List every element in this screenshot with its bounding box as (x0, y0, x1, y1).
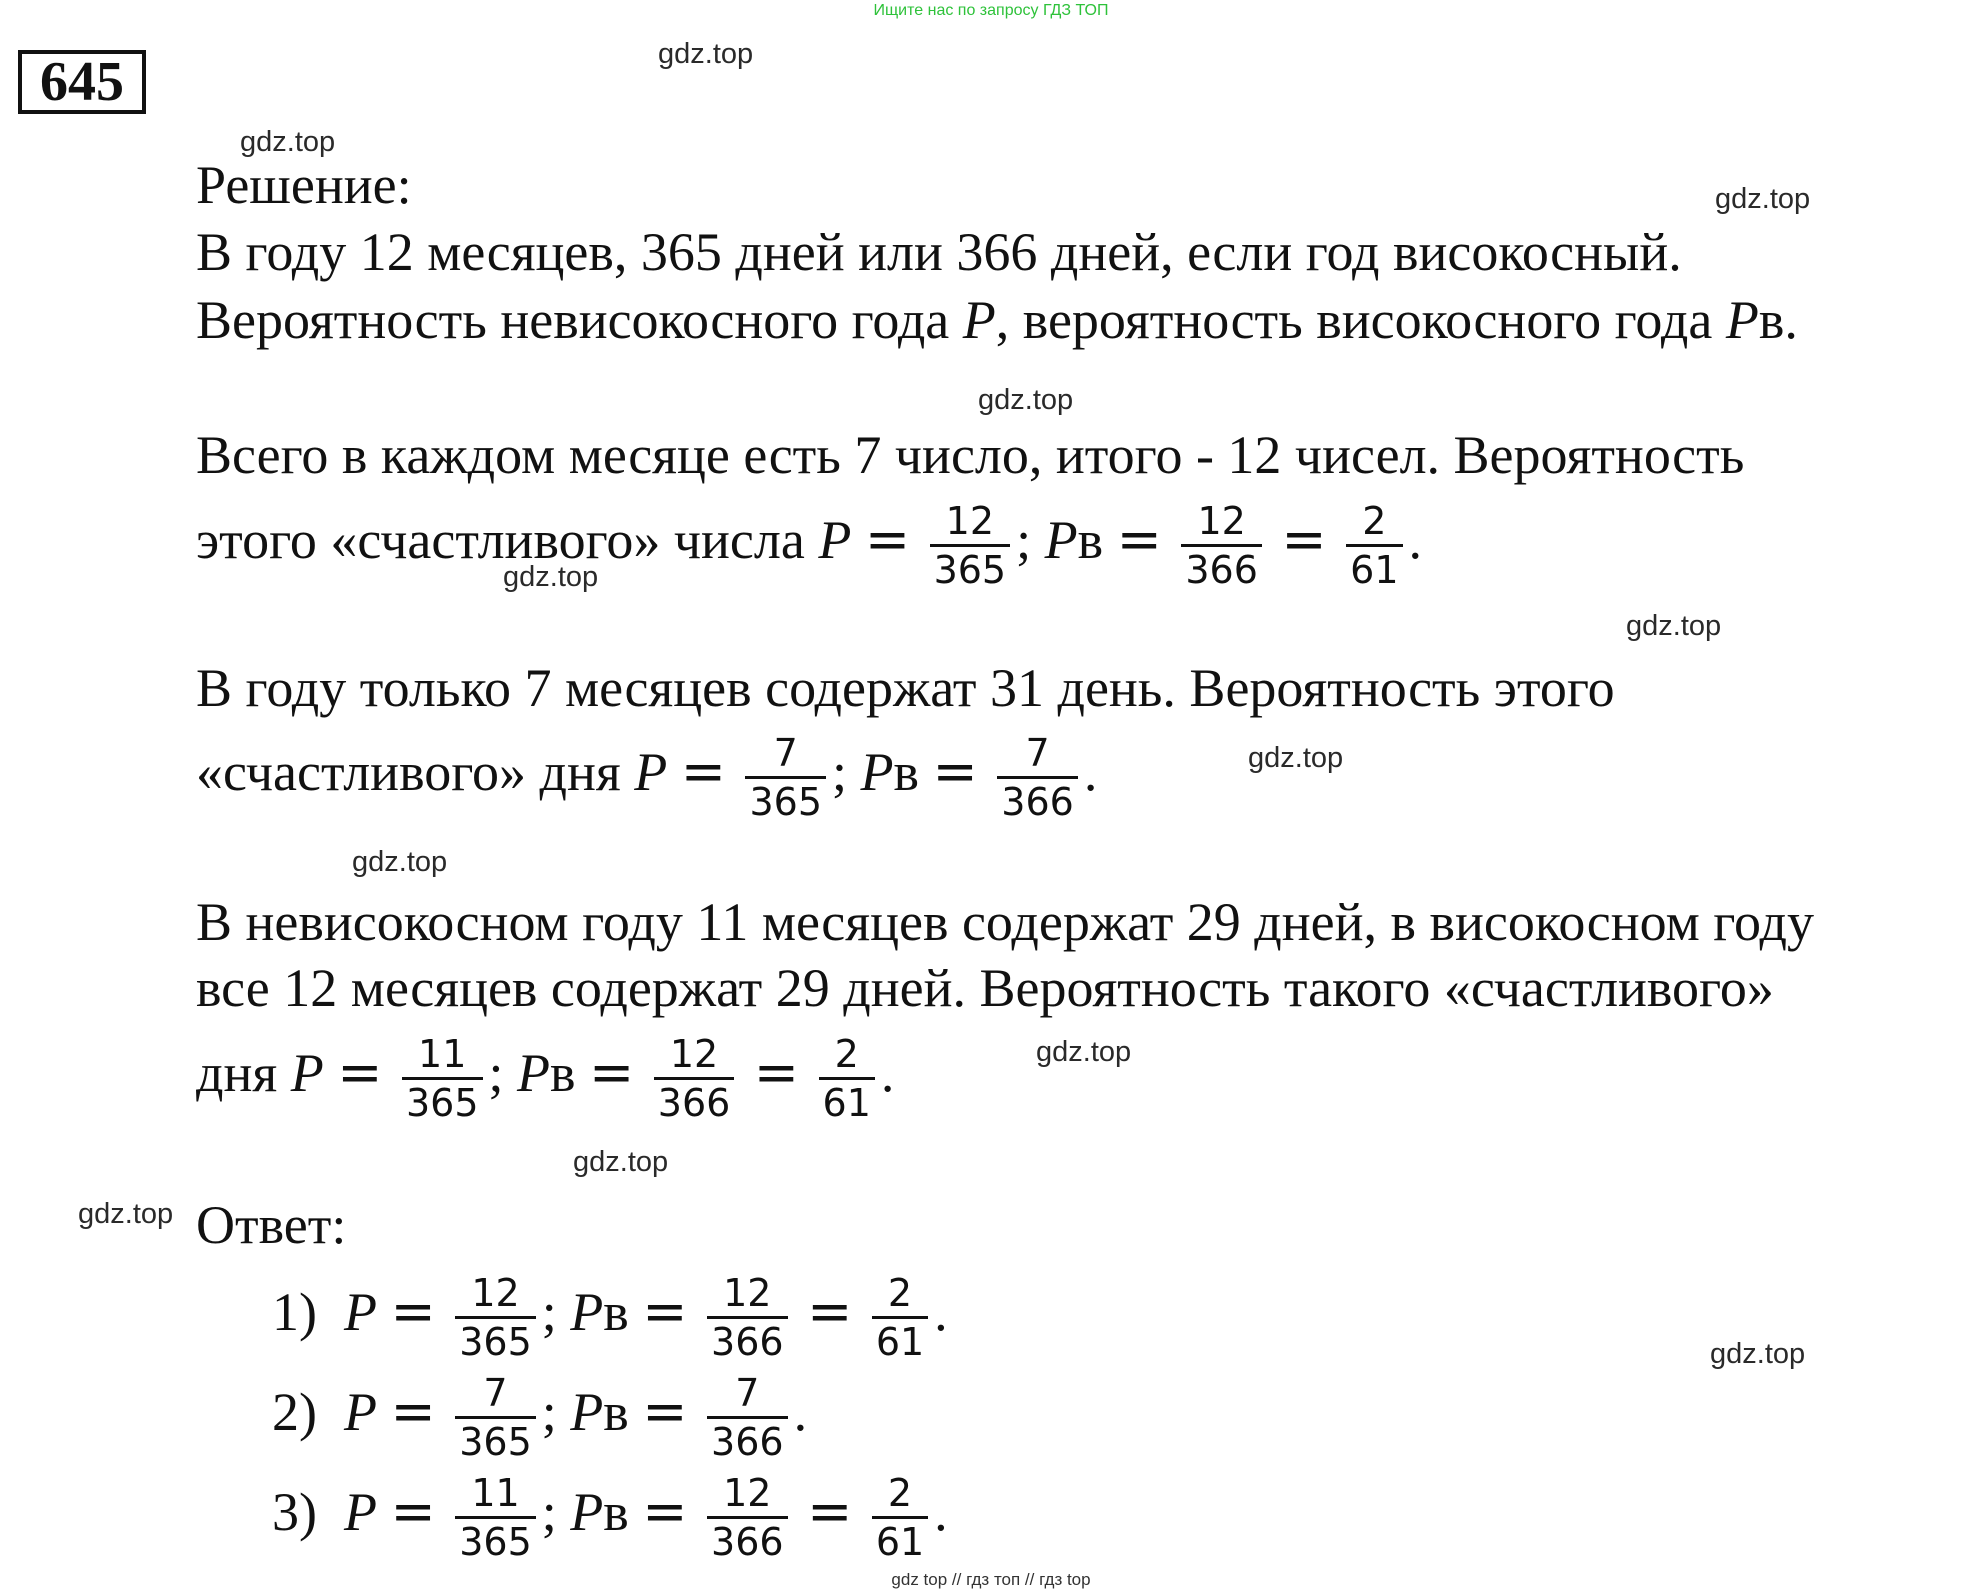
separator: ; (1016, 510, 1032, 570)
equals-sign: = (807, 1480, 853, 1543)
watermark: gdz.top (658, 38, 754, 70)
task-number-box: 645 (18, 50, 146, 114)
subscript-v: в (550, 1043, 576, 1103)
watermark: gdz.top (1715, 183, 1811, 215)
para4-equation-line (196, 1018, 894, 1128)
fraction (819, 1031, 875, 1126)
para1-line1: В году 12 месяцев, 365 дней или 366 дней, если год високосный. (196, 222, 1682, 282)
fraction (707, 1470, 788, 1565)
top-banner[interactable]: Ищите нас по запросу ГДЗ ТОП (873, 2, 1109, 19)
denominator: 61 (872, 1516, 928, 1565)
footer-links[interactable]: gdz top // гдз топ // гдз top (891, 1570, 1091, 1589)
denominator: 366 (707, 1416, 788, 1465)
watermark: gdz.top (240, 126, 336, 158)
period: . (793, 1382, 808, 1442)
answer-item-1 (272, 1262, 948, 1365)
fraction (872, 1470, 928, 1565)
para4-text: дня (196, 1043, 291, 1103)
symbol-p: P (1725, 290, 1759, 350)
denominator: 365 (745, 776, 826, 825)
answer-title: Ответ: (196, 1195, 347, 1255)
symbol-p: P (343, 1282, 377, 1342)
period: . (1083, 742, 1098, 802)
fraction (707, 1370, 788, 1465)
para1-text: Вероятность невисокосного года (196, 290, 963, 350)
symbol-p: P (962, 290, 996, 350)
para2-equation-line (196, 485, 1422, 595)
equals-sign: = (680, 740, 726, 803)
denominator: 61 (872, 1316, 928, 1365)
subscript-v: в (603, 1282, 629, 1342)
numerator: 2 (834, 1032, 859, 1077)
fraction (707, 1270, 788, 1365)
fraction (455, 1470, 536, 1565)
para3-text: «счастливого» дня (196, 742, 635, 802)
numerator: 11 (418, 1032, 467, 1077)
subscript-v: в (1077, 510, 1104, 570)
watermark: gdz.top (503, 561, 599, 593)
watermark: gdz.top (352, 846, 448, 878)
solution-title: Решение: (196, 155, 412, 215)
watermark: gdz.top (78, 1198, 174, 1230)
numerator: 12 (723, 1271, 772, 1316)
fraction (1181, 498, 1262, 593)
period: . (934, 1482, 948, 1542)
numerator: 12 (723, 1471, 772, 1516)
watermark: gdz.top (1710, 1338, 1806, 1370)
equals-sign: = (1281, 508, 1327, 571)
subscript-v: в (893, 742, 920, 802)
equals-sign: = (337, 1041, 383, 1104)
para4-line1: В невисокосном году 11 месяцев содержат 29 дней, в високосном году (196, 892, 1814, 952)
numerator: 7 (1025, 731, 1050, 776)
denominator: 366 (997, 776, 1078, 825)
para1-text: , вероятность високосного года (995, 290, 1726, 350)
fraction (872, 1270, 928, 1365)
para1-text: в. (1758, 290, 1798, 350)
answer-label: 2) (272, 1382, 317, 1442)
watermark: gdz.top (1036, 1036, 1132, 1068)
separator: ; (541, 1382, 557, 1442)
watermark: gdz.top (978, 384, 1074, 416)
separator: ; (488, 1043, 504, 1103)
denominator: 365 (455, 1516, 536, 1565)
para4-line2: все 12 месяцев содержат 29 дней. Вероятность такого «счастливого» (196, 958, 1774, 1018)
numerator: 11 (471, 1471, 520, 1516)
equals-sign: = (642, 1380, 688, 1443)
equals-sign: = (390, 1380, 436, 1443)
fraction (997, 730, 1078, 825)
separator: ; (832, 742, 848, 802)
symbol-p: P (570, 1482, 604, 1542)
denominator: 366 (707, 1516, 788, 1565)
numerator: 12 (471, 1271, 520, 1316)
period: . (934, 1282, 948, 1342)
period: . (1408, 510, 1423, 570)
subscript-v: в (603, 1382, 629, 1442)
separator: ; (541, 1482, 557, 1542)
subscript-v: в (603, 1482, 629, 1542)
watermark: gdz.top (573, 1146, 669, 1178)
symbol-p: P (818, 510, 852, 570)
equals-sign: = (642, 1280, 688, 1343)
numerator: 7 (483, 1371, 508, 1416)
fraction (455, 1270, 536, 1365)
numerator: 12 (945, 499, 995, 544)
equals-sign: = (642, 1480, 688, 1543)
para3-equation-line (196, 717, 1097, 827)
numerator: 2 (887, 1471, 913, 1516)
symbol-p: P (290, 1043, 324, 1103)
symbol-p: P (517, 1043, 551, 1103)
denominator: 365 (455, 1416, 536, 1465)
fraction (402, 1031, 483, 1126)
symbol-p: P (570, 1382, 604, 1442)
numerator: 2 (1362, 499, 1387, 544)
watermark: gdz.top (1248, 742, 1344, 774)
symbol-p: P (634, 742, 668, 802)
fraction (1346, 498, 1402, 593)
symbol-p: P (343, 1482, 377, 1542)
answer-label: 3) (272, 1482, 317, 1542)
equals-sign: = (390, 1480, 436, 1543)
para2-line1: Всего в каждом месяце есть 7 число, итого - 12 чисел. Вероятность (196, 425, 1745, 485)
equals-sign: = (753, 1041, 800, 1104)
period: . (880, 1043, 895, 1103)
denominator: 365 (930, 544, 1011, 593)
equals-sign: = (1116, 508, 1162, 571)
denominator: 366 (654, 1077, 735, 1126)
fraction (654, 1031, 735, 1126)
separator: ; (541, 1282, 557, 1342)
fraction (455, 1370, 536, 1465)
answer-item-2 (272, 1362, 807, 1465)
watermark: gdz.top (1626, 610, 1722, 642)
para2-text: этого «счастливого» числа (196, 510, 819, 570)
symbol-p: P (860, 742, 894, 802)
equals-sign: = (932, 740, 978, 803)
denominator: 366 (1181, 544, 1262, 593)
para3-line1: В году только 7 месяцев содержат 31 день. Вероятность этого (196, 658, 1615, 718)
fraction (745, 730, 826, 825)
para1-line2 (196, 290, 1798, 350)
numerator: 2 (887, 1271, 913, 1316)
numerator: 12 (669, 1032, 719, 1077)
equals-sign: = (589, 1041, 635, 1104)
answer-label: 1) (272, 1282, 317, 1342)
symbol-p: P (1044, 510, 1078, 570)
answer-item-3 (272, 1462, 948, 1565)
numerator: 7 (773, 731, 798, 776)
equals-sign: = (807, 1280, 853, 1343)
equals-sign: = (390, 1280, 436, 1343)
denominator: 365 (455, 1316, 536, 1365)
symbol-p: P (343, 1382, 377, 1442)
denominator: 365 (402, 1077, 483, 1126)
denominator: 366 (707, 1316, 788, 1365)
numerator: 12 (1197, 499, 1246, 544)
fraction (930, 498, 1011, 593)
equals-sign: = (864, 508, 911, 571)
numerator: 7 (735, 1371, 760, 1416)
denominator: 61 (819, 1077, 875, 1126)
denominator: 61 (1346, 544, 1402, 593)
symbol-p: P (570, 1282, 604, 1342)
